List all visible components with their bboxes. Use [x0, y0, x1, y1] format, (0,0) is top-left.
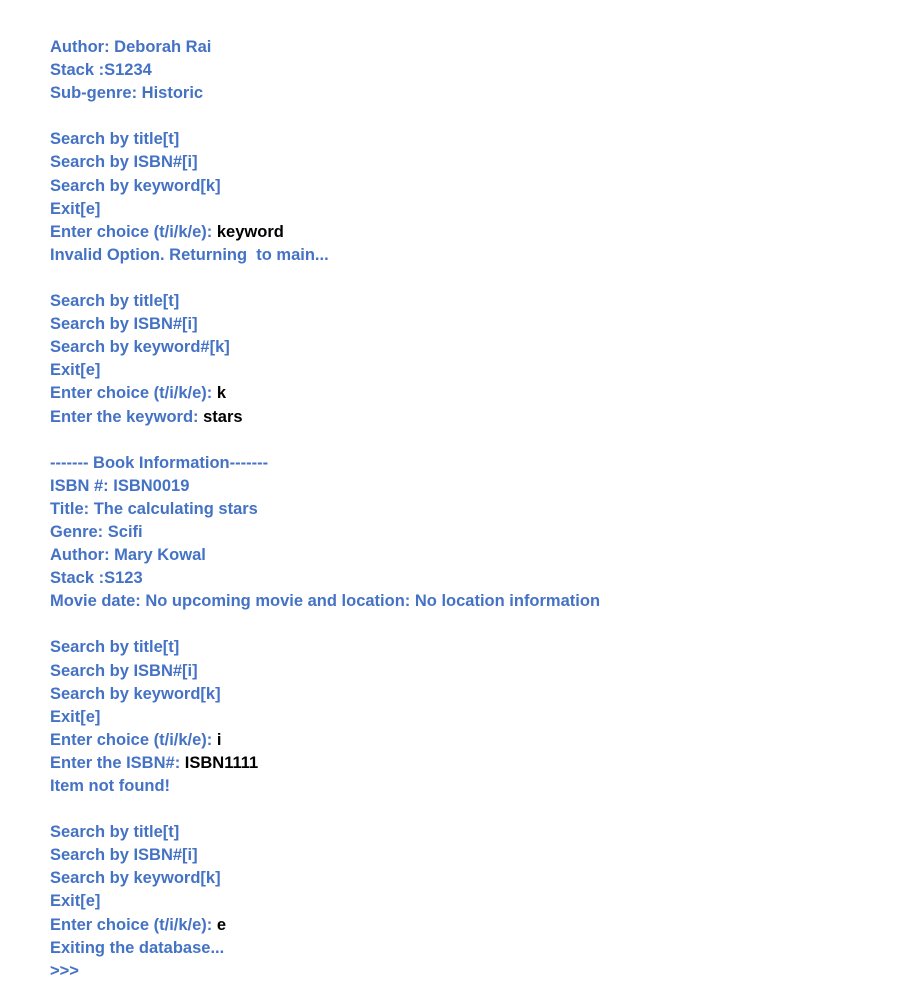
user-input-text: i: [216, 730, 222, 749]
console-line: [50, 290, 890, 313]
console-line: [50, 960, 890, 983]
prompt-text: Exit[e]: [50, 707, 101, 726]
prompt-text: Search by keyword[k]: [50, 684, 221, 703]
prompt-text: Exit[e]: [50, 361, 101, 380]
prompt-text: Author: Deborah Rai: [50, 38, 212, 56]
prompt-text: Stack :S123: [50, 569, 143, 588]
console-line: [50, 82, 890, 105]
prompt-text: ISBN #: ISBN0019: [50, 476, 190, 495]
console-line: [50, 890, 890, 913]
prompt-text: Search by ISBN#[i]: [50, 846, 198, 865]
console-line: [50, 775, 890, 798]
output-block: [50, 128, 890, 267]
prompt-text: Stack :S1234: [50, 61, 152, 80]
prompt-text: Sub-genre: Historic: [50, 84, 204, 103]
console-line: [50, 567, 890, 590]
prompt-text: Search by title[t]: [50, 638, 180, 657]
console-line: [50, 382, 890, 405]
prompt-text: Title: The calculating stars: [50, 499, 258, 518]
console-line: [50, 544, 890, 567]
prompt-text: Invalid Option. Returning to main...: [50, 245, 329, 264]
blank-line: [50, 105, 890, 128]
console-line: [50, 914, 890, 937]
console-line: [50, 151, 890, 174]
console-line: [50, 636, 890, 659]
blank-line: [50, 429, 890, 452]
prompt-text: Search by keyword[k]: [50, 176, 221, 195]
prompt-text: Search by title[t]: [50, 823, 180, 842]
prompt-text: Enter choice (t/i/k/e):: [50, 222, 217, 241]
prompt-text: Enter choice (t/i/k/e):: [50, 384, 217, 403]
console-line: [50, 406, 890, 429]
prompt-text: Enter the keyword:: [50, 407, 204, 426]
prompt-text: Item not found!: [50, 777, 171, 795]
prompt-text: Search by title[t]: [50, 292, 180, 311]
user-input-text: e: [216, 915, 227, 934]
prompt-text: Search by ISBN#[i]: [50, 661, 198, 680]
console-line: [50, 244, 890, 267]
console-line: [50, 729, 890, 752]
console-line: [50, 128, 890, 151]
console-line: [50, 821, 890, 844]
console-line: [50, 59, 890, 82]
prompt-text: >>>: [50, 961, 79, 980]
console-line: [50, 521, 890, 544]
console-line: [50, 359, 890, 382]
console-line: [50, 498, 890, 521]
prompt-text: Search by title[t]: [50, 130, 180, 149]
blank-line: [50, 267, 890, 290]
console-line: [50, 660, 890, 683]
output-block: [50, 452, 890, 614]
user-input-text: k: [216, 384, 227, 403]
prompt-text: Enter choice (t/i/k/e):: [50, 915, 217, 934]
console-line: [50, 867, 890, 890]
user-input-text: keyword: [216, 222, 284, 241]
console-line: [50, 36, 890, 59]
console-line: [50, 313, 890, 336]
prompt-text: Author: Mary Kowal: [50, 546, 206, 565]
console-line: [50, 221, 890, 244]
output-block: [50, 290, 890, 429]
console-line: [50, 752, 890, 775]
prompt-text: ------- Book Information-------: [50, 453, 269, 472]
output-block: [50, 36, 890, 105]
console-line: [50, 683, 890, 706]
user-input-text: ISBN1111: [184, 753, 259, 772]
prompt-text: Genre: Scifi: [50, 522, 143, 541]
console-line: [50, 336, 890, 359]
console-transcript: [50, 36, 890, 983]
user-input-text: stars: [203, 407, 243, 426]
console-line: [50, 844, 890, 867]
prompt-text: Exiting the database...: [50, 938, 225, 957]
prompt-text: Search by keyword[k]: [50, 869, 221, 888]
prompt-text: Enter choice (t/i/k/e):: [50, 730, 217, 749]
console-line: [50, 937, 890, 960]
blank-line: [50, 613, 890, 636]
console-line: [50, 452, 890, 475]
console-line: [50, 198, 890, 221]
console-line: [50, 475, 890, 498]
output-block: [50, 636, 890, 798]
blank-line: [50, 798, 890, 821]
prompt-text: Movie date: No upcoming movie and location: No location information: [50, 592, 601, 611]
prompt-text: Search by ISBN#[i]: [50, 315, 198, 334]
output-block: [50, 821, 890, 983]
prompt-text: Exit[e]: [50, 199, 101, 218]
prompt-text: Exit[e]: [50, 892, 101, 911]
console-line: [50, 706, 890, 729]
console-line: [50, 175, 890, 198]
prompt-text: Search by keyword#[k]: [50, 338, 230, 357]
prompt-text: Search by ISBN#[i]: [50, 153, 198, 172]
prompt-text: Enter the ISBN#:: [50, 753, 185, 772]
console-line: [50, 590, 890, 613]
